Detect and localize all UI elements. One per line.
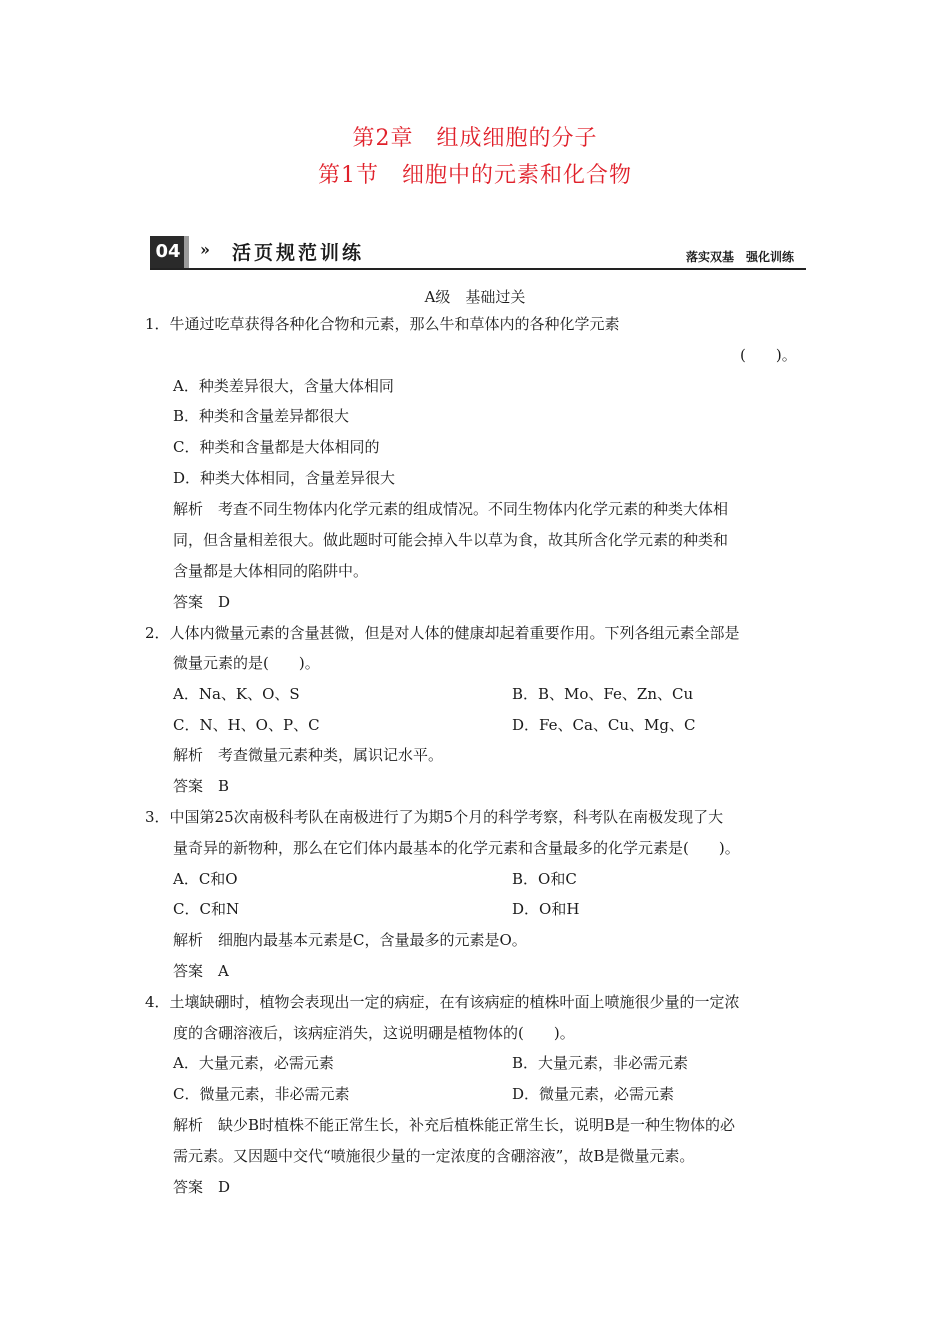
q3-option-a: A．C和O — [173, 870, 238, 888]
q1-blank: ( )。 — [740, 346, 797, 364]
q2-option-d: D．Fe、Ca、Cu、Mg、C — [512, 716, 696, 734]
q2-option-b: B．B、Mo、Fe、Zn、Cu — [512, 685, 694, 703]
chapter-title: 第2章 组成细胞的分子 — [352, 126, 598, 151]
banner-rule — [150, 268, 806, 270]
q4-stem-cont: 度的含硼溶液后，该病症消失，这说明硼是植物体的( )。 — [173, 1024, 575, 1042]
q3-analysis: 解析 细胞内最基本元素是C，含量最多的元素是O。 — [173, 931, 527, 949]
q4-stem: 4．土壤缺硼时，植物会表现出一定的病症，在有该病症的植株叶面上喷施很少量的一定浓 — [145, 993, 740, 1011]
q3-answer: 答案 A — [173, 962, 229, 980]
q1-answer: 答案 D — [173, 593, 231, 611]
q4-analysis-line: 解析 缺少B时植株不能正常生长，补充后植株能正常生长，说明B是一种生物体的必 — [173, 1116, 736, 1134]
q1-option-d: D．种类大体相同，含量差异很大 — [173, 469, 396, 487]
q3-stem-cont: 量奇异的新物种，那么在它们体内最基本的化学元素和含量最多的化学元素是( )。 — [173, 839, 740, 857]
q1-analysis-line: 含量都是大体相同的陷阱中。 — [173, 562, 369, 580]
q2-answer: 答案 B — [173, 777, 230, 795]
q3-option-d: D．O和H — [512, 900, 580, 918]
section-title: 第1节 细胞中的元素和化合物 — [318, 163, 632, 188]
q2-analysis: 解析 考查微量元素种类，属识记水平。 — [173, 746, 444, 764]
banner-subtitle: 落实双基 强化训练 — [685, 250, 794, 264]
q1-option-c: C．种类和含量都是大体相同的 — [173, 438, 380, 456]
chevron-icon: » — [200, 240, 210, 259]
level-title: A级 基础过关 — [424, 288, 526, 306]
q4-option-b: B．大量元素，非必需元素 — [512, 1054, 689, 1072]
q2-option-a: A．Na、K、O、S — [173, 685, 300, 703]
q2-stem: 2．人体内微量元素的含量甚微，但是对人体的健康却起着重要作用。下列各组元素全部是 — [145, 624, 740, 642]
q4-answer: 答案 D — [173, 1178, 231, 1196]
q4-option-d: D．微量元素，必需元素 — [512, 1085, 675, 1103]
q4-analysis-line: 需元素。又因题中交代“喷施很少量的一定浓度的含硼溶液”，故B是微量元素。 — [173, 1147, 695, 1165]
q1-option-b: B．种类和含量差异都很大 — [173, 407, 350, 425]
q1-analysis-line: 同，但含量相差很大。做此题时可能会掉入牛以草为食，故其所含化学元素的种类和 — [173, 531, 729, 549]
section-banner — [150, 236, 806, 270]
q1-option-a: A．种类差异很大，含量大体相同 — [173, 377, 394, 395]
q2-option-c: C．N、H、O、P、C — [173, 716, 320, 734]
q2-stem-cont: 微量元素的是( )。 — [173, 654, 320, 672]
q1-stem: 1．牛通过吃草获得各种化合物和元素，那么牛和草体内的各种化学元素 — [145, 315, 620, 333]
banner-title: 活页规范训练 — [232, 242, 365, 264]
q4-option-a: A．大量元素，必需元素 — [173, 1054, 334, 1072]
banner-badge: 04 — [150, 236, 186, 268]
q3-option-c: C．C和N — [173, 900, 240, 918]
q3-stem: 3．中国第25次南极科考队在南极进行了为期5个月的科学考察，科考队在南极发现了大 — [145, 808, 724, 826]
q1-analysis-line: 解析 考查不同生物体内化学元素的组成情况。不同生物体内化学元素的种类大体相 — [173, 500, 729, 518]
q3-option-b: B．O和C — [512, 870, 577, 888]
q4-option-c: C．微量元素，非必需元素 — [173, 1085, 350, 1103]
